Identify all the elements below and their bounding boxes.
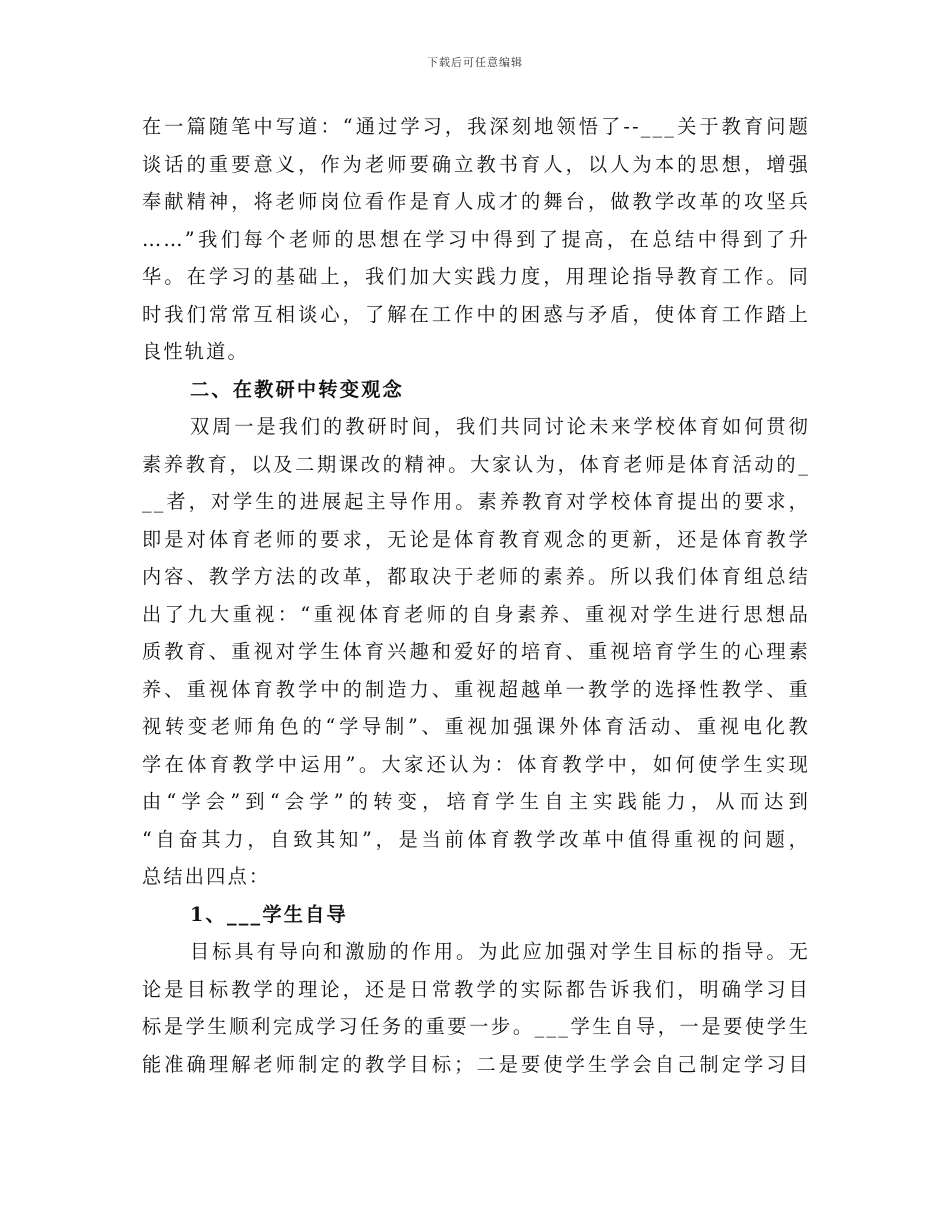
- body-line: 即是对体育老师的要求，无论是体育教育观念的更新，还是体育教学: [142, 527, 810, 551]
- body-line: 良性轨道。: [142, 340, 249, 363]
- body-line: 时我们常常互相谈心，了解在工作中的困惑与矛盾，使体育工作踏上: [142, 302, 810, 326]
- subsection-heading: 1、___学生自导: [190, 902, 348, 926]
- body-line: ……”我们每个老师的思想在学习中得到了提高，在总结中得到了升: [142, 227, 810, 251]
- body-line: 学在体育教学中运用”。大家还认为：体育教学中，如何使学生实现: [142, 752, 810, 776]
- body-line: 论是目标教学的理论，还是日常教学的实际都告诉我们，明确学习目: [142, 977, 810, 1001]
- body-line: 谈话的重要意义，作为老师要确立教书育人，以人为本的思想，增强: [142, 152, 810, 176]
- body-line: 目标具有导向和激励的作用。为此应加强对学生目标的指导。无: [190, 940, 810, 963]
- body-line: 标是学生顺利完成学习任务的重要一步。___学生自导，一是要使学生: [142, 1015, 810, 1038]
- section-heading: 二、在教研中转变观念: [190, 377, 404, 401]
- body-line: 由“学会”到“会学”的转变，培育学生自主实践能力，从而达到: [142, 790, 810, 813]
- body-line: “自奋其力，自致其知”，是当前体育教学改革中值得重视的问题，: [142, 827, 810, 851]
- body-line: 素养教育，以及二期课改的精神。大家认为，体育老师是体育活动的_: [142, 452, 810, 476]
- body-line: 养、重视体育教学中的制造力、重视超越单一教学的选择性教学、重: [142, 677, 810, 701]
- body-line: 在一篇随笔中写道：“通过学习，我深刻地领悟了--___关于教育问题: [142, 115, 810, 138]
- body-line: __者，对学生的进展起主导作用。素养教育对学校体育提出的要求，: [142, 490, 810, 513]
- page-header: 下载后可任意编辑: [427, 56, 523, 69]
- body-line: 能准确理解老师制定的教学目标；二是要使学生学会自己制定学习目: [142, 1052, 810, 1076]
- body-line: 视转变老师角色的“学导制”、重视加强课外体育活动、重视电化教: [142, 715, 810, 738]
- body-line: 质教育、重视对学生体育兴趣和爱好的培育、重视培育学生的心理素: [142, 640, 810, 663]
- body-line: 出了九大重视：“重视体育老师的自身素养、重视对学生进行思想品: [142, 602, 810, 626]
- body-line: 双周一是我们的教研时间，我们共同讨论未来学校体育如何贯彻: [190, 415, 810, 438]
- body-line: 总结出四点：: [142, 865, 271, 888]
- body-line: 华。在学习的基础上，我们加大实践力度，用理论指导教育工作。同: [142, 265, 810, 288]
- body-line: 内容、教学方法的改革，都取决于老师的素养。所以我们体育组总结: [142, 565, 810, 588]
- body-line: 奉献精神，将老师岗位看作是育人成才的舞台，做教学改革的攻坚兵: [142, 190, 810, 213]
- document-body: [142, 108, 810, 1083]
